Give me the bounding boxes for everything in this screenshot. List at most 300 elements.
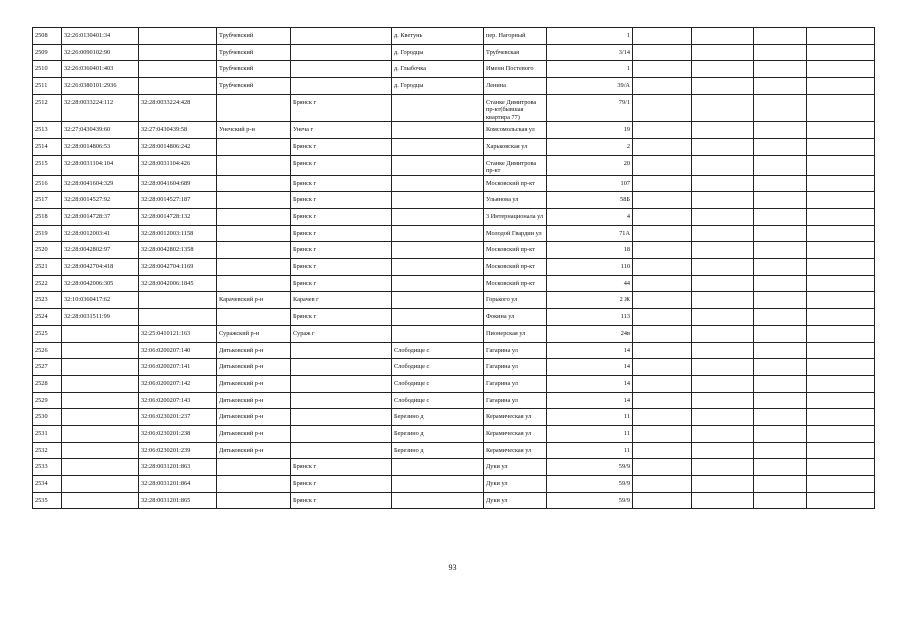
street-cell: Московский пр-кт bbox=[484, 275, 547, 292]
empty-cell bbox=[692, 242, 754, 259]
empty-cell bbox=[692, 192, 754, 209]
empty-cell bbox=[807, 175, 875, 192]
settlement-cell bbox=[392, 242, 484, 259]
table-row bbox=[33, 138, 875, 155]
city-cell: Брянск г bbox=[291, 225, 392, 242]
empty-cell bbox=[754, 342, 807, 359]
premises-cadastral-number-cell: 32:28:0033224:428 bbox=[139, 94, 217, 122]
empty-cell bbox=[633, 94, 692, 122]
cadastral-number-cell: 32:28:0012003:41 bbox=[62, 225, 139, 242]
empty-cell bbox=[692, 259, 754, 276]
empty-cell bbox=[754, 409, 807, 426]
empty-cell bbox=[807, 309, 875, 326]
city-cell: Брянск г bbox=[291, 259, 392, 276]
city-cell bbox=[291, 78, 392, 95]
empty-cell bbox=[807, 459, 875, 476]
city-cell bbox=[291, 392, 392, 409]
street-cell: Гагарина ул bbox=[484, 342, 547, 359]
district-cell bbox=[217, 138, 291, 155]
table-row bbox=[33, 44, 875, 61]
page-number: 93 bbox=[448, 563, 457, 572]
empty-cell bbox=[633, 292, 692, 309]
cadastral-number-cell bbox=[62, 375, 139, 392]
district-cell bbox=[217, 175, 291, 192]
house-number-cell: 11 bbox=[547, 425, 633, 442]
house-number-cell: 3/14 bbox=[547, 44, 633, 61]
empty-cell bbox=[633, 175, 692, 192]
empty-cell bbox=[692, 392, 754, 409]
premises-cadastral-number-cell: 32:06:0200207:143 bbox=[139, 392, 217, 409]
cadastral-number-cell: 32:28:0042006:305 bbox=[62, 275, 139, 292]
city-cell: Брянск г bbox=[291, 476, 392, 493]
house-number-cell: 14 bbox=[547, 375, 633, 392]
table-row bbox=[33, 175, 875, 192]
cadastral-number-cell: 32:26:0360401:403 bbox=[62, 61, 139, 78]
house-number-cell: 14 bbox=[547, 359, 633, 376]
cadastral-number-cell bbox=[62, 342, 139, 359]
house-number-cell: 24в bbox=[547, 325, 633, 342]
empty-cell bbox=[754, 292, 807, 309]
empty-cell bbox=[754, 209, 807, 226]
table-row bbox=[33, 375, 875, 392]
house-number-cell: 2 bbox=[547, 138, 633, 155]
table-row bbox=[33, 476, 875, 493]
district-cell: Дятьковский р-н bbox=[217, 375, 291, 392]
row-number-cell: 2510 bbox=[33, 61, 62, 78]
property-register-table bbox=[32, 27, 875, 509]
cadastral-number-cell: 32:28:0014806:53 bbox=[62, 138, 139, 155]
premises-cadastral-number-cell: 32:28:0042704:1169 bbox=[139, 259, 217, 276]
city-cell bbox=[291, 425, 392, 442]
settlement-cell: Березино д bbox=[392, 442, 484, 459]
settlement-cell bbox=[392, 175, 484, 192]
empty-cell bbox=[692, 275, 754, 292]
city-cell: Брянск г bbox=[291, 175, 392, 192]
premises-cadastral-number-cell: 32:06:0230201:238 bbox=[139, 425, 217, 442]
empty-cell bbox=[807, 476, 875, 493]
empty-cell bbox=[754, 476, 807, 493]
empty-cell bbox=[754, 309, 807, 326]
empty-cell bbox=[807, 61, 875, 78]
city-cell bbox=[291, 375, 392, 392]
empty-cell bbox=[633, 442, 692, 459]
settlement-cell bbox=[392, 309, 484, 326]
premises-cadastral-number-cell: 32:28:0031201:865 bbox=[139, 492, 217, 509]
city-cell: Унеча г bbox=[291, 122, 392, 139]
empty-cell bbox=[754, 242, 807, 259]
empty-cell bbox=[807, 209, 875, 226]
empty-cell bbox=[692, 459, 754, 476]
premises-cadastral-number-cell: 32:06:0200207:141 bbox=[139, 359, 217, 376]
table-row bbox=[33, 209, 875, 226]
street-cell: Комсомольская ул bbox=[484, 122, 547, 139]
table-body bbox=[33, 28, 875, 509]
district-cell: Трубчевский bbox=[217, 44, 291, 61]
premises-cadastral-number-cell: 32:28:0042006:1845 bbox=[139, 275, 217, 292]
premises-cadastral-number-cell bbox=[139, 61, 217, 78]
city-cell: Сураж г bbox=[291, 325, 392, 342]
city-cell: Брянск г bbox=[291, 242, 392, 259]
empty-cell bbox=[754, 61, 807, 78]
empty-cell bbox=[807, 28, 875, 45]
empty-cell bbox=[692, 28, 754, 45]
premises-cadastral-number-cell: 32:06:0230201:237 bbox=[139, 409, 217, 426]
district-cell: Дятьковский р-н bbox=[217, 342, 291, 359]
settlement-cell bbox=[392, 492, 484, 509]
empty-cell bbox=[754, 138, 807, 155]
street-cell: Гагарина ул bbox=[484, 392, 547, 409]
cadastral-number-cell: 32:28:0042704:418 bbox=[62, 259, 139, 276]
empty-cell bbox=[754, 325, 807, 342]
empty-cell bbox=[754, 94, 807, 122]
cadastral-number-cell bbox=[62, 409, 139, 426]
premises-cadastral-number-cell: 32:06:0200207:140 bbox=[139, 342, 217, 359]
street-cell: Керамическая ул bbox=[484, 425, 547, 442]
city-cell bbox=[291, 61, 392, 78]
district-cell: Унечский р-н bbox=[217, 122, 291, 139]
row-number-cell: 2531 bbox=[33, 425, 62, 442]
row-number-cell: 2516 bbox=[33, 175, 62, 192]
house-number-cell: 59/9 bbox=[547, 492, 633, 509]
empty-cell bbox=[807, 78, 875, 95]
cadastral-number-cell bbox=[62, 392, 139, 409]
premises-cadastral-number-cell bbox=[139, 28, 217, 45]
table-row bbox=[33, 275, 875, 292]
city-cell: Брянск г bbox=[291, 192, 392, 209]
row-number-cell: 2518 bbox=[33, 209, 62, 226]
settlement-cell bbox=[392, 275, 484, 292]
city-cell: Брянск г bbox=[291, 209, 392, 226]
street-cell: Станке Димитрова пр-кт(бывшая квартира 77) bbox=[484, 94, 547, 122]
row-number-cell: 2528 bbox=[33, 375, 62, 392]
settlement-cell bbox=[392, 192, 484, 209]
empty-cell bbox=[807, 192, 875, 209]
empty-cell bbox=[692, 122, 754, 139]
empty-cell bbox=[754, 155, 807, 175]
row-number-cell: 2515 bbox=[33, 155, 62, 175]
row-number-cell: 2535 bbox=[33, 492, 62, 509]
settlement-cell bbox=[392, 259, 484, 276]
empty-cell bbox=[633, 138, 692, 155]
cadastral-number-cell bbox=[62, 476, 139, 493]
table-row bbox=[33, 409, 875, 426]
house-number-cell: 1 bbox=[547, 61, 633, 78]
empty-cell bbox=[807, 242, 875, 259]
city-cell: Брянск г bbox=[291, 459, 392, 476]
house-number-cell: 79/1 bbox=[547, 94, 633, 122]
house-number-cell: 59/9 bbox=[547, 459, 633, 476]
premises-cadastral-number-cell: 32:28:0041604:689 bbox=[139, 175, 217, 192]
house-number-cell: 14 bbox=[547, 392, 633, 409]
empty-cell bbox=[754, 425, 807, 442]
cadastral-number-cell bbox=[62, 492, 139, 509]
city-cell: Брянск г bbox=[291, 138, 392, 155]
row-number-cell: 2521 bbox=[33, 259, 62, 276]
house-number-cell: 39/А bbox=[547, 78, 633, 95]
cadastral-number-cell bbox=[62, 325, 139, 342]
empty-cell bbox=[692, 225, 754, 242]
city-cell bbox=[291, 28, 392, 45]
row-number-cell: 2530 bbox=[33, 409, 62, 426]
cadastral-number-cell bbox=[62, 442, 139, 459]
street-cell: Имени Постевого bbox=[484, 61, 547, 78]
cadastral-number-cell bbox=[62, 459, 139, 476]
district-cell: Трубчевский bbox=[217, 61, 291, 78]
empty-cell bbox=[754, 259, 807, 276]
city-cell bbox=[291, 359, 392, 376]
cadastral-number-cell: 32:26:0130401:34 bbox=[62, 28, 139, 45]
table-row bbox=[33, 309, 875, 326]
settlement-cell bbox=[392, 476, 484, 493]
empty-cell bbox=[633, 309, 692, 326]
house-number-cell: 59/9 bbox=[547, 476, 633, 493]
empty-cell bbox=[807, 442, 875, 459]
cadastral-number-cell: 32:28:0014527:92 bbox=[62, 192, 139, 209]
street-cell: Московский пр-кт bbox=[484, 242, 547, 259]
empty-cell bbox=[807, 259, 875, 276]
empty-cell bbox=[633, 259, 692, 276]
empty-cell bbox=[692, 138, 754, 155]
city-cell bbox=[291, 409, 392, 426]
city-cell: Брянск г bbox=[291, 309, 392, 326]
empty-cell bbox=[754, 225, 807, 242]
premises-cadastral-number-cell: 32:28:0031104:426 bbox=[139, 155, 217, 175]
settlement-cell: д. Городцы bbox=[392, 78, 484, 95]
district-cell: Трубчевский bbox=[217, 28, 291, 45]
premises-cadastral-number-cell: 32:28:0031201:863 bbox=[139, 459, 217, 476]
city-cell: Карачев г bbox=[291, 292, 392, 309]
empty-cell bbox=[692, 94, 754, 122]
empty-cell bbox=[633, 409, 692, 426]
district-cell bbox=[217, 492, 291, 509]
row-number-cell: 2529 bbox=[33, 392, 62, 409]
table-row bbox=[33, 155, 875, 175]
row-number-cell: 2519 bbox=[33, 225, 62, 242]
house-number-cell: 71А bbox=[547, 225, 633, 242]
district-cell bbox=[217, 155, 291, 175]
empty-cell bbox=[807, 325, 875, 342]
street-cell: Гагарина ул bbox=[484, 375, 547, 392]
empty-cell bbox=[754, 78, 807, 95]
table-row bbox=[33, 122, 875, 139]
empty-cell bbox=[754, 275, 807, 292]
house-number-cell: 110 bbox=[547, 259, 633, 276]
house-number-cell: 1 bbox=[547, 28, 633, 45]
street-cell: Фокина ул bbox=[484, 309, 547, 326]
row-number-cell: 2511 bbox=[33, 78, 62, 95]
table-row bbox=[33, 192, 875, 209]
empty-cell bbox=[692, 325, 754, 342]
house-number-cell: 18 bbox=[547, 242, 633, 259]
empty-cell bbox=[754, 392, 807, 409]
district-cell bbox=[217, 242, 291, 259]
house-number-cell: 20 bbox=[547, 155, 633, 175]
row-number-cell: 2517 bbox=[33, 192, 62, 209]
table-row bbox=[33, 94, 875, 122]
street-cell: Дуки ул bbox=[484, 459, 547, 476]
empty-cell bbox=[807, 44, 875, 61]
empty-cell bbox=[692, 175, 754, 192]
district-cell: Дятьковский р-н bbox=[217, 425, 291, 442]
city-cell: Брянск г bbox=[291, 275, 392, 292]
settlement-cell bbox=[392, 94, 484, 122]
empty-cell bbox=[633, 209, 692, 226]
district-cell bbox=[217, 476, 291, 493]
empty-cell bbox=[807, 275, 875, 292]
empty-cell bbox=[633, 122, 692, 139]
premises-cadastral-number-cell: 32:28:0042802:1358 bbox=[139, 242, 217, 259]
empty-cell bbox=[633, 392, 692, 409]
city-cell bbox=[291, 342, 392, 359]
empty-cell bbox=[633, 242, 692, 259]
empty-cell bbox=[692, 409, 754, 426]
table-row bbox=[33, 292, 875, 309]
cadastral-number-cell: 32:28:0041604:329 bbox=[62, 175, 139, 192]
street-cell: Пионерская ул bbox=[484, 325, 547, 342]
empty-cell bbox=[633, 342, 692, 359]
street-cell: Горького ул bbox=[484, 292, 547, 309]
settlement-cell: Слободище с bbox=[392, 342, 484, 359]
row-number-cell: 2533 bbox=[33, 459, 62, 476]
settlement-cell: Березино д bbox=[392, 409, 484, 426]
empty-cell bbox=[692, 78, 754, 95]
street-cell: Московский пр-кт bbox=[484, 259, 547, 276]
empty-cell bbox=[692, 442, 754, 459]
row-number-cell: 2514 bbox=[33, 138, 62, 155]
table-row bbox=[33, 459, 875, 476]
premises-cadastral-number-cell bbox=[139, 78, 217, 95]
empty-cell bbox=[633, 155, 692, 175]
settlement-cell bbox=[392, 225, 484, 242]
table-row bbox=[33, 61, 875, 78]
city-cell: Брянск г bbox=[291, 94, 392, 122]
empty-cell bbox=[754, 492, 807, 509]
row-number-cell: 2513 bbox=[33, 122, 62, 139]
row-number-cell: 2508 bbox=[33, 28, 62, 45]
premises-cadastral-number-cell: 32:28:0031201:864 bbox=[139, 476, 217, 493]
empty-cell bbox=[754, 375, 807, 392]
district-cell bbox=[217, 459, 291, 476]
settlement-cell bbox=[392, 459, 484, 476]
table-row bbox=[33, 492, 875, 509]
street-cell: пер. Нагорный bbox=[484, 28, 547, 45]
street-cell: Трубчевская bbox=[484, 44, 547, 61]
empty-cell bbox=[807, 375, 875, 392]
empty-cell bbox=[633, 275, 692, 292]
table-row bbox=[33, 442, 875, 459]
empty-cell bbox=[633, 359, 692, 376]
table-row bbox=[33, 78, 875, 95]
empty-cell bbox=[633, 425, 692, 442]
row-number-cell: 2512 bbox=[33, 94, 62, 122]
row-number-cell: 2523 bbox=[33, 292, 62, 309]
empty-cell bbox=[633, 325, 692, 342]
table-row bbox=[33, 242, 875, 259]
empty-cell bbox=[692, 425, 754, 442]
house-number-cell: 107 bbox=[547, 175, 633, 192]
empty-cell bbox=[754, 192, 807, 209]
empty-cell bbox=[633, 459, 692, 476]
settlement-cell bbox=[392, 122, 484, 139]
cadastral-number-cell: 32:28:0042802:97 bbox=[62, 242, 139, 259]
district-cell bbox=[217, 209, 291, 226]
house-number-cell: 2 Ж bbox=[547, 292, 633, 309]
premises-cadastral-number-cell bbox=[139, 44, 217, 61]
empty-cell bbox=[692, 476, 754, 493]
premises-cadastral-number-cell: 32:28:0012003:1158 bbox=[139, 225, 217, 242]
cadastral-number-cell: 32:28:0033224:112 bbox=[62, 94, 139, 122]
empty-cell bbox=[807, 155, 875, 175]
cadastral-number-cell bbox=[62, 359, 139, 376]
house-number-cell: 14 bbox=[547, 342, 633, 359]
empty-cell bbox=[754, 44, 807, 61]
empty-cell bbox=[754, 122, 807, 139]
settlement-cell: Березино д bbox=[392, 425, 484, 442]
settlement-cell bbox=[392, 138, 484, 155]
district-cell: Дятьковский р-н bbox=[217, 409, 291, 426]
empty-cell bbox=[692, 292, 754, 309]
empty-cell bbox=[754, 175, 807, 192]
settlement-cell: д. Глыбочка bbox=[392, 61, 484, 78]
street-cell: Станке Димитрова пр-кт bbox=[484, 155, 547, 175]
empty-cell bbox=[807, 225, 875, 242]
premises-cadastral-number-cell: 32:28:0014527:187 bbox=[139, 192, 217, 209]
empty-cell bbox=[807, 392, 875, 409]
house-number-cell: 11 bbox=[547, 409, 633, 426]
settlement-cell: Слободище с bbox=[392, 359, 484, 376]
row-number-cell: 2520 bbox=[33, 242, 62, 259]
district-cell: Суражский р-н bbox=[217, 325, 291, 342]
street-cell: Московский пр-кт bbox=[484, 175, 547, 192]
empty-cell bbox=[754, 28, 807, 45]
premises-cadastral-number-cell: 32:06:0230201:239 bbox=[139, 442, 217, 459]
empty-cell bbox=[807, 359, 875, 376]
street-cell: Керамическая ул bbox=[484, 442, 547, 459]
empty-cell bbox=[692, 342, 754, 359]
row-number-cell: 2509 bbox=[33, 44, 62, 61]
empty-cell bbox=[633, 28, 692, 45]
street-cell: Гагарина ул bbox=[484, 359, 547, 376]
row-number-cell: 2524 bbox=[33, 309, 62, 326]
cadastral-number-cell: 32:26:0380101:2936 bbox=[62, 78, 139, 95]
row-number-cell: 2526 bbox=[33, 342, 62, 359]
house-number-cell: 44 bbox=[547, 275, 633, 292]
settlement-cell bbox=[392, 209, 484, 226]
premises-cadastral-number-cell: 32:06:0200207:142 bbox=[139, 375, 217, 392]
street-cell: Ленина bbox=[484, 78, 547, 95]
row-number-cell: 2525 bbox=[33, 325, 62, 342]
empty-cell bbox=[754, 359, 807, 376]
cadastral-number-cell: 32:28:0031104:104 bbox=[62, 155, 139, 175]
row-number-cell: 2522 bbox=[33, 275, 62, 292]
cadastral-number-cell: 32:10:0360417:62 bbox=[62, 292, 139, 309]
empty-cell bbox=[633, 192, 692, 209]
district-cell: Дятьковский р-н bbox=[217, 392, 291, 409]
premises-cadastral-number-cell bbox=[139, 309, 217, 326]
street-cell: Харьковская ул bbox=[484, 138, 547, 155]
district-cell bbox=[217, 259, 291, 276]
street-cell: Дуки ул bbox=[484, 476, 547, 493]
city-cell: Брянск г bbox=[291, 155, 392, 175]
empty-cell bbox=[692, 44, 754, 61]
premises-cadastral-number-cell bbox=[139, 292, 217, 309]
row-number-cell: 2527 bbox=[33, 359, 62, 376]
district-cell bbox=[217, 275, 291, 292]
empty-cell bbox=[633, 492, 692, 509]
cadastral-number-cell bbox=[62, 425, 139, 442]
empty-cell bbox=[807, 122, 875, 139]
premises-cadastral-number-cell: 32:28:0014806:242 bbox=[139, 138, 217, 155]
